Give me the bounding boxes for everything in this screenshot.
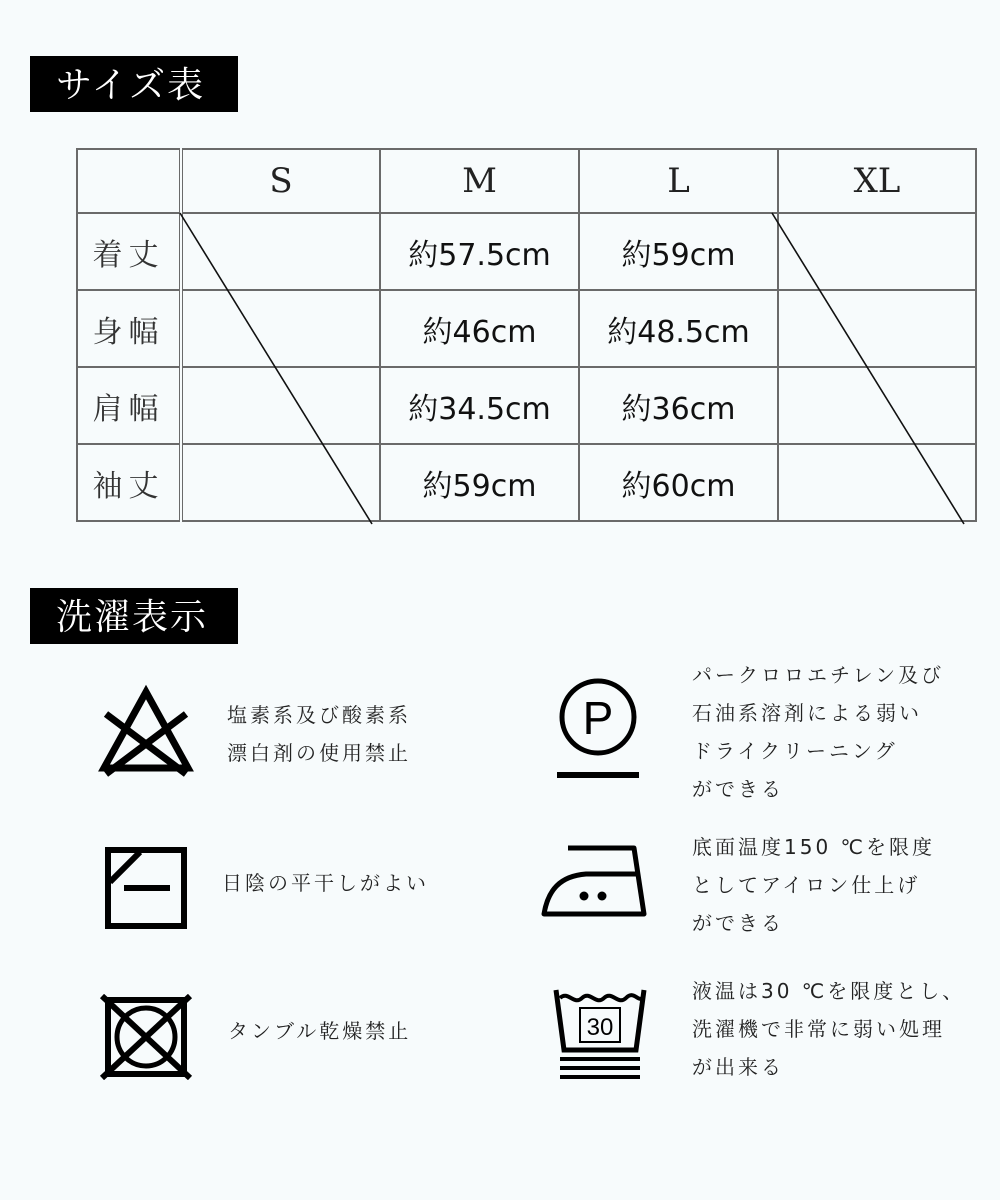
dry-clean-p-icon <box>553 676 643 786</box>
wash-30-text-line: 液温は30 ℃を限度とし、 <box>692 979 966 1003</box>
cell-xl-length <box>778 213 976 290</box>
wash-30-text <box>692 972 965 1086</box>
line-dry-text-line: 日陰の平干しがよい <box>222 871 429 895</box>
iron-text-line: としてアイロン仕上げ <box>692 873 921 897</box>
wash-30-text-line: 洗濯機で非常に弱い処理 <box>692 1017 945 1041</box>
header-corner-cell <box>77 149 181 213</box>
cell-xl-sleeve <box>778 444 976 521</box>
cell-xl-shoulder <box>778 367 976 444</box>
row-label-width: 身幅 <box>77 290 181 367</box>
table-row <box>77 290 976 367</box>
no-tumble-text <box>228 1012 411 1050</box>
svg-text:P: P <box>582 692 614 744</box>
iron-text-line: 底面温度150 ℃を限度 <box>692 835 935 859</box>
size-table <box>76 148 977 522</box>
dry-clean-text-line: 石油系溶剤による弱い <box>692 701 922 725</box>
cell-xl-width <box>778 290 976 367</box>
no-bleach-icon <box>98 684 194 784</box>
dry-clean-text-line: ドライクリーニング <box>692 739 898 763</box>
no-bleach-text-line: 漂白剤の使用禁止 <box>227 741 411 765</box>
cell-s-sleeve <box>181 444 380 521</box>
cell-m-length: 約57.5cm <box>380 213 579 290</box>
table-row <box>77 367 976 444</box>
line-dry-shade-icon <box>104 846 188 934</box>
dry-clean-text-line: パークロロエチレン及び <box>692 663 945 687</box>
header-size-s: S <box>181 149 380 213</box>
size-table-title: サイズ表 <box>30 56 238 112</box>
row-label-shoulder: 肩幅 <box>77 367 181 444</box>
dry-clean-text <box>692 656 944 808</box>
cell-s-length <box>181 213 380 290</box>
cell-s-shoulder <box>181 367 380 444</box>
table-row <box>77 213 976 290</box>
table-row <box>77 444 976 521</box>
cell-l-sleeve: 約60cm <box>579 444 778 521</box>
wash-30-label: 30 <box>586 1014 614 1041</box>
no-tumble-dry-icon <box>100 994 192 1084</box>
header-size-m: M <box>380 149 579 213</box>
care-label-title: 洗濯表示 <box>30 588 238 644</box>
no-bleach-text-line: 塩素系及び酸素系 <box>227 703 411 727</box>
wash-30-text-line: が出来る <box>692 1055 784 1079</box>
cell-m-sleeve: 約59cm <box>380 444 579 521</box>
wash-30-icon <box>550 984 650 1084</box>
line-dry-text <box>222 864 429 902</box>
size-table-header-row <box>77 149 976 213</box>
header-size-l: L <box>579 149 778 213</box>
cell-l-length: 約59cm <box>579 213 778 290</box>
dry-clean-text-line: ができる <box>692 777 784 801</box>
cell-m-width: 約46cm <box>380 290 579 367</box>
row-label-sleeve: 袖丈 <box>77 444 181 521</box>
cell-l-shoulder: 約36cm <box>579 367 778 444</box>
iron-text <box>692 828 935 942</box>
no-tumble-text-line: タンブル乾燥禁止 <box>228 1019 412 1043</box>
header-size-xl: XL <box>778 149 976 213</box>
cell-l-width: 約48.5cm <box>579 290 778 367</box>
cell-m-shoulder: 約34.5cm <box>380 367 579 444</box>
iron-medium-icon <box>538 840 650 924</box>
no-bleach-text <box>227 696 411 772</box>
iron-text-line: ができる <box>692 911 784 935</box>
cell-s-width <box>181 290 380 367</box>
row-label-length: 着丈 <box>77 213 181 290</box>
